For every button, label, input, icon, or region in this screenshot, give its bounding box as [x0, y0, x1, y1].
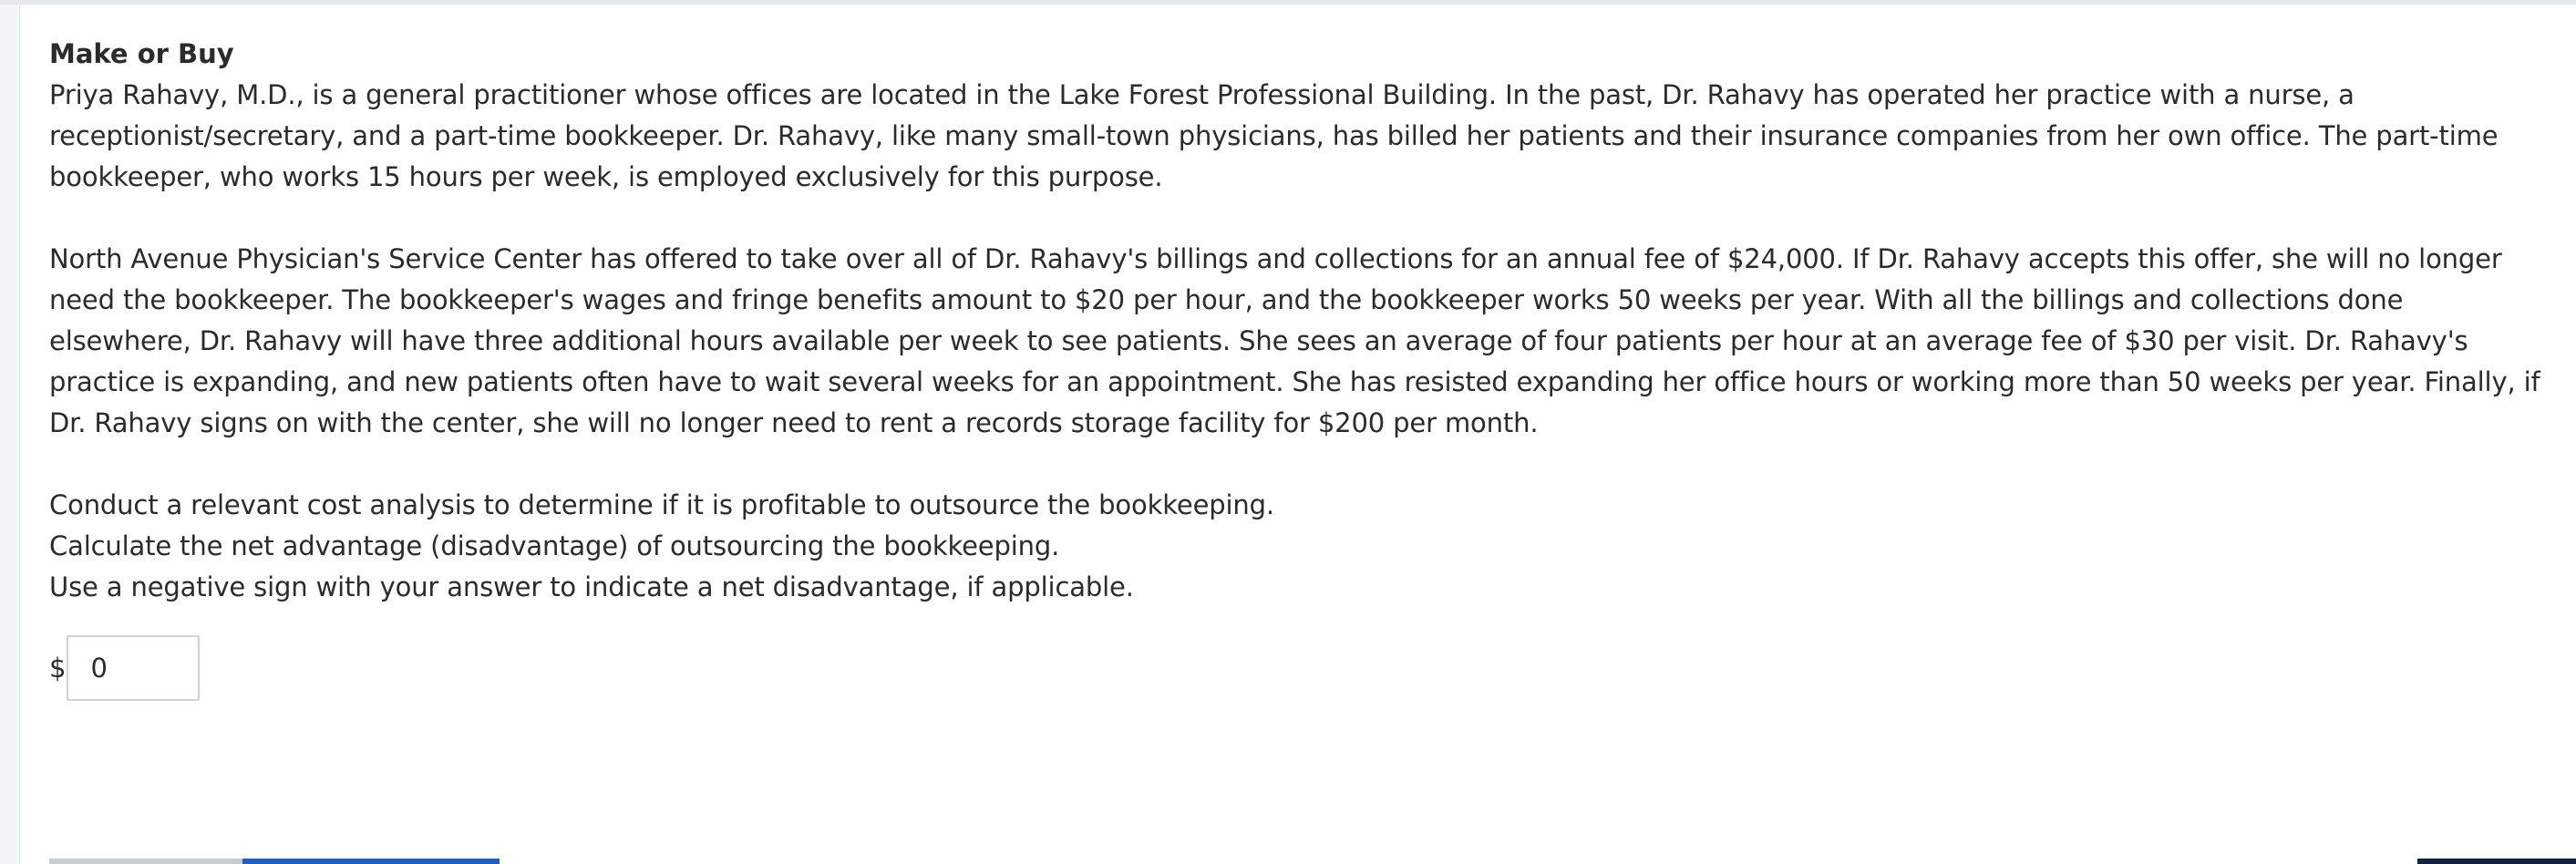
bottom-tab-inactive[interactable] [49, 859, 242, 864]
instruction-line: Calculate the net advantage (disadvantage) of outsourcing the bookkeeping. [49, 530, 1060, 561]
left-rail [0, 5, 20, 864]
net-advantage-input[interactable] [67, 635, 200, 701]
problem-paragraph-2: North Avenue Physician's Service Center has offered to take over all of Dr. Rahavy's billings and collections for an annual fee of $24,000. If Dr. Rahavy accepts this offer, she will no longer need the bookkeeper. The bookkeeper's wages and fringe benefits amount to $20 per hour, and the bookkeeper works 50 weeks per year. With all the billings and collections done elsewhere, Dr. Rahavy will have three additional hours available per week to see patients. She sees an average of four patients per hour at an average fee of $30 per visit. Dr. Rahavy's practice is expanding, and new patients often have to wait several weeks for an appointment. She has resisted expanding her office hours or working more than 50 weeks per year. Finally, if Dr. Rahavy signs on with the center, she will no longer need to rent a records storage facility for $200 per month. [49, 243, 2540, 438]
instruction-line: Conduct a relevant cost analysis to determine if it is profitable to outsource the bookkeeping. [49, 489, 1274, 520]
instructions [49, 485, 2551, 608]
problem-paragraph-1: Priya Rahavy, M.D., is a general practitioner whose offices are located in the Lake Forest Professional Building. In the past, Dr. Rahavy has operated her practice with a nurse, a receptionist/secretary, and a part-time bookkeeper. Dr. Rahavy, like many small-town physicians, has billed her patients and their insurance companies from her own office. The part-time bookkeeper, who works 15 hours per week, is employed exclusively for this purpose. [49, 79, 2499, 192]
bottom-action-button[interactable] [2417, 859, 2576, 864]
problem-title: Make or Buy [49, 38, 234, 69]
top-divider [0, 0, 2576, 5]
instruction-line: Use a negative sign with your answer to indicate a net disadvantage, if applicable. [49, 571, 1134, 602]
currency-symbol: $ [49, 653, 67, 684]
bottom-tab-active[interactable] [242, 859, 500, 864]
answer-row [49, 635, 200, 701]
problem-content [49, 34, 2551, 608]
